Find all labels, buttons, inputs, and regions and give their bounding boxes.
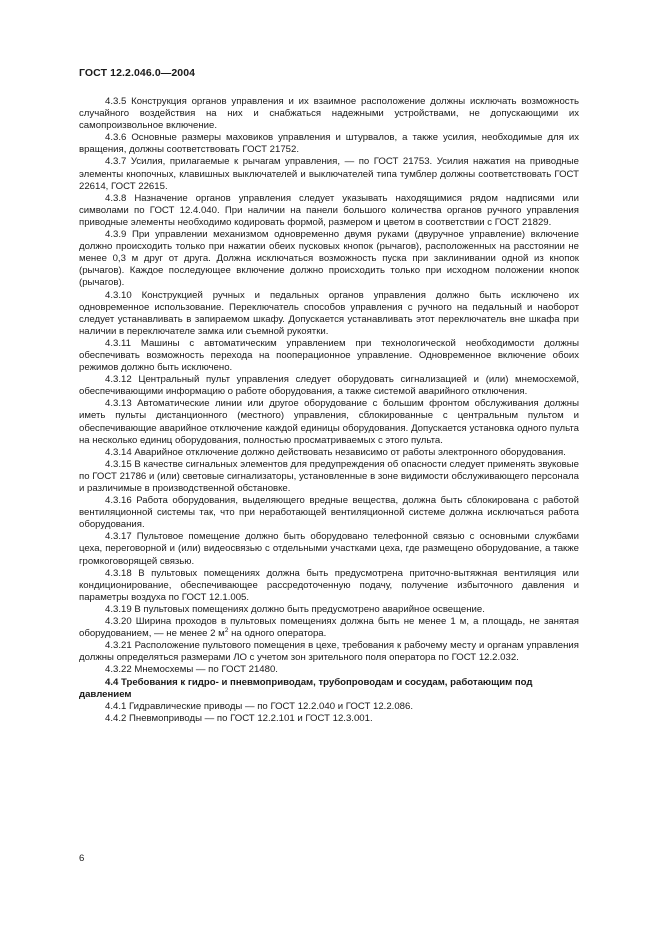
- paragraph-4-3-7: [79, 156, 579, 192]
- paragraph-4-3-15: [79, 459, 579, 495]
- clause-text: В качестве сигнальных элементов для предупреждения об опасности следует применять звуковые по ГОСТ 21786 и (или) световые сигнализаторы, установленные в зоне видимости обслуживающего персонала и различимые в производственной обстановке.: [79, 458, 579, 494]
- paragraph-4-3-19: [79, 604, 579, 616]
- clause-text: Ширина проходов в пультовых помещениях должна быть не менее 1 м, а площадь, не занятая оборудованием, — не менее 2 м: [79, 616, 579, 640]
- clause-text: Центральный пульт управления следует оборудовать сигнализацией и (или) мнемосхемой, обеспечивающими информацию о работе оборудования, а также системой аварийного отключения.: [79, 374, 579, 398]
- page-number: 6: [79, 853, 85, 864]
- clause-number: 4.3.13: [105, 398, 132, 410]
- clause-text: В пультовых помещениях должна быть предусмотрена приточно-вытяжная вентиляция или кондиционирование, обеспечивающее рассредоточенную подачу, получение избыточного давления и параметры воздуха по ГОСТ 12.1.005.: [79, 567, 580, 603]
- clause-number: 4.3.9: [105, 229, 127, 241]
- paragraph-4-3-13: [79, 398, 579, 446]
- clause-text: Расположение пультового помещения в цехе, требования к рабочему месту и органам управления должны определяться размерами ЛО с учетом зон зрительного поля оператора по ГОСТ 12.2.032.: [79, 640, 579, 664]
- paragraph-4-3-20: [79, 616, 579, 640]
- paragraph-4-3-9: [79, 229, 579, 289]
- section-title: Требования к гидро- и пневмоприводам, трубопроводам и сосудам, работающим под давлением: [79, 676, 533, 700]
- paragraph-4-3-5: [79, 96, 579, 132]
- clause-text: Конструкция органов управления и их взаимное расположение должны исключать возможность случайного воздействия на них и снабжаться надежными устройствами, не допускающими их самопроизвольное включение.: [79, 96, 579, 132]
- paragraph-4-3-22: [79, 664, 579, 676]
- clause-number: 4.3.5: [105, 96, 127, 107]
- clause-text: Пневмоприводы — по ГОСТ 12.2.101 и ГОСТ 12.3.001.: [129, 712, 373, 724]
- clause-text: Аварийное отключение должно действовать независимо от работы электронного оборудования.: [134, 446, 566, 458]
- paragraph-4-3-12: [79, 374, 579, 398]
- clause-number: 4.3.17: [105, 531, 132, 543]
- clause-number: 4.3.8: [105, 192, 127, 204]
- section-heading-4-4: [79, 677, 579, 701]
- clause-text: Основные размеры маховиков управления и штурвалов, а также усилия, необходимые для их вращения, должны соответствовать ГОСТ 21752.: [79, 132, 579, 156]
- paragraph-4-3-11: [79, 338, 579, 374]
- clause-number: 4.3.16: [105, 495, 132, 507]
- paragraph-4-3-6: [79, 132, 579, 156]
- paragraph-4-3-21: [79, 640, 579, 664]
- clause-number: 4.3.10: [105, 289, 132, 301]
- clause-text: Пультовое помещение должно быть оборудовано телефонной связью с основными службами цеха, переговорной и (или) видеосвязью с отдельными участками цеха, где размещено оборудование, а также громкоговорящей связью.: [79, 531, 579, 567]
- clause-text: Усилия, прилагаемые к рычагам управления, — по ГОСТ 21753. Усилия нажатия на приводные элементы кнопочных, клавишных выключателей и выключателей типа тумблер должны соответствовать ГОСТ 22614, ГОСТ 22615.: [79, 156, 580, 192]
- clause-number: 4.3.21: [105, 640, 132, 652]
- clause-text: Гидравлические приводы — по ГОСТ 12.2.040 и ГОСТ 12.2.086.: [129, 700, 413, 712]
- clause-number: 4.3.15: [105, 458, 132, 470]
- clause-number: 4.3.11: [105, 337, 131, 349]
- clause-text: Мнемосхемы — по ГОСТ 21480.: [134, 664, 278, 676]
- paragraph-4-3-10: [79, 290, 579, 338]
- clause-number: 4.3.6: [105, 132, 127, 144]
- clause-number: 4.4.2: [105, 712, 127, 724]
- clause-text-tail: на одного оператора.: [228, 628, 327, 640]
- document-header: ГОСТ 12.2.046.0—2004: [79, 67, 196, 79]
- document-body: [79, 96, 579, 725]
- paragraph-4-3-16: [79, 495, 579, 531]
- clause-text: Машины с автоматическим управлением при технологической необходимости должны обеспечивать возможность перехода на пооперационное управление. Одновременное включение обоих режимов должно быть исключено.: [79, 337, 579, 374]
- section-number: 4.4: [105, 676, 119, 688]
- paragraph-4-3-17: [79, 531, 579, 567]
- paragraph-4-4-2: [79, 713, 579, 725]
- clause-number: 4.3.20: [105, 616, 132, 628]
- clause-text: Назначение органов управления следует указывать находящимися рядом надписями или символами по ГОСТ 12.4.040. При наличии на панели большого количества органов ручного управления приводные элементы необходимо кодировать формой, размером и цветом в соответствии с ГОСТ 21829.: [79, 192, 579, 228]
- clause-text: Автоматические линии или другое оборудование с большим фронтом обслуживания должны иметь пульты дистанционного (местного) управления, сблокированные с центральным пультом и обеспечивающие аварийное отключение каждой единицы оборудования. Допускается установка одного пульта на несколько единиц оборудования, полностью просматриваемых с этого пульта.: [79, 398, 579, 446]
- clause-text: При управлении механизмом одновременно двумя руками (двуручное управление) включение должно происходить только при нажатии обеих пусковых кнопок (рычагов), расположенных на расстоянии не менее 0,3 м друг от друга. Должна исключаться возможность пуска при заклинивании одной из кнопок (рычагов). Каждое последующее включение должно происходить только при исходном положении кнопок (рычагов).: [79, 229, 579, 289]
- clause-number: 4.3.14: [105, 446, 132, 458]
- clause-text: Конструкцией ручных и педальных органов управления должно быть исключено их одновременное использование. Переключатель способов управления с ручного на педальный и наоборот следует устанавливать в запираемом шкафу. Допускается устанавливать этот переключатель вне шкафа при наличии в переключателе замка или съемной рукоятки.: [79, 289, 580, 337]
- clause-number: 4.3.7: [105, 156, 127, 168]
- paragraph-4-3-14: [79, 447, 579, 459]
- superscript: 2: [224, 626, 229, 634]
- paragraph-4-4-1: [79, 701, 579, 713]
- paragraph-4-3-18: [79, 568, 579, 604]
- clause-number: 4.4.1: [105, 700, 127, 712]
- clause-number: 4.3.22: [105, 664, 132, 676]
- clause-number: 4.3.12: [105, 374, 132, 386]
- clause-text: В пультовых помещениях должно быть предусмотрено аварийное освещение.: [134, 603, 485, 615]
- paragraph-4-3-8: [79, 193, 579, 229]
- clause-number: 4.3.19: [105, 603, 132, 615]
- clause-number: 4.3.18: [105, 567, 132, 579]
- clause-text: Работа оборудования, выделяющего вредные вещества, должна быть сблокирована с работой вентиляционной системы так, что при неработающей вентиляционной системе должна исключаться работа оборудования.: [79, 495, 579, 531]
